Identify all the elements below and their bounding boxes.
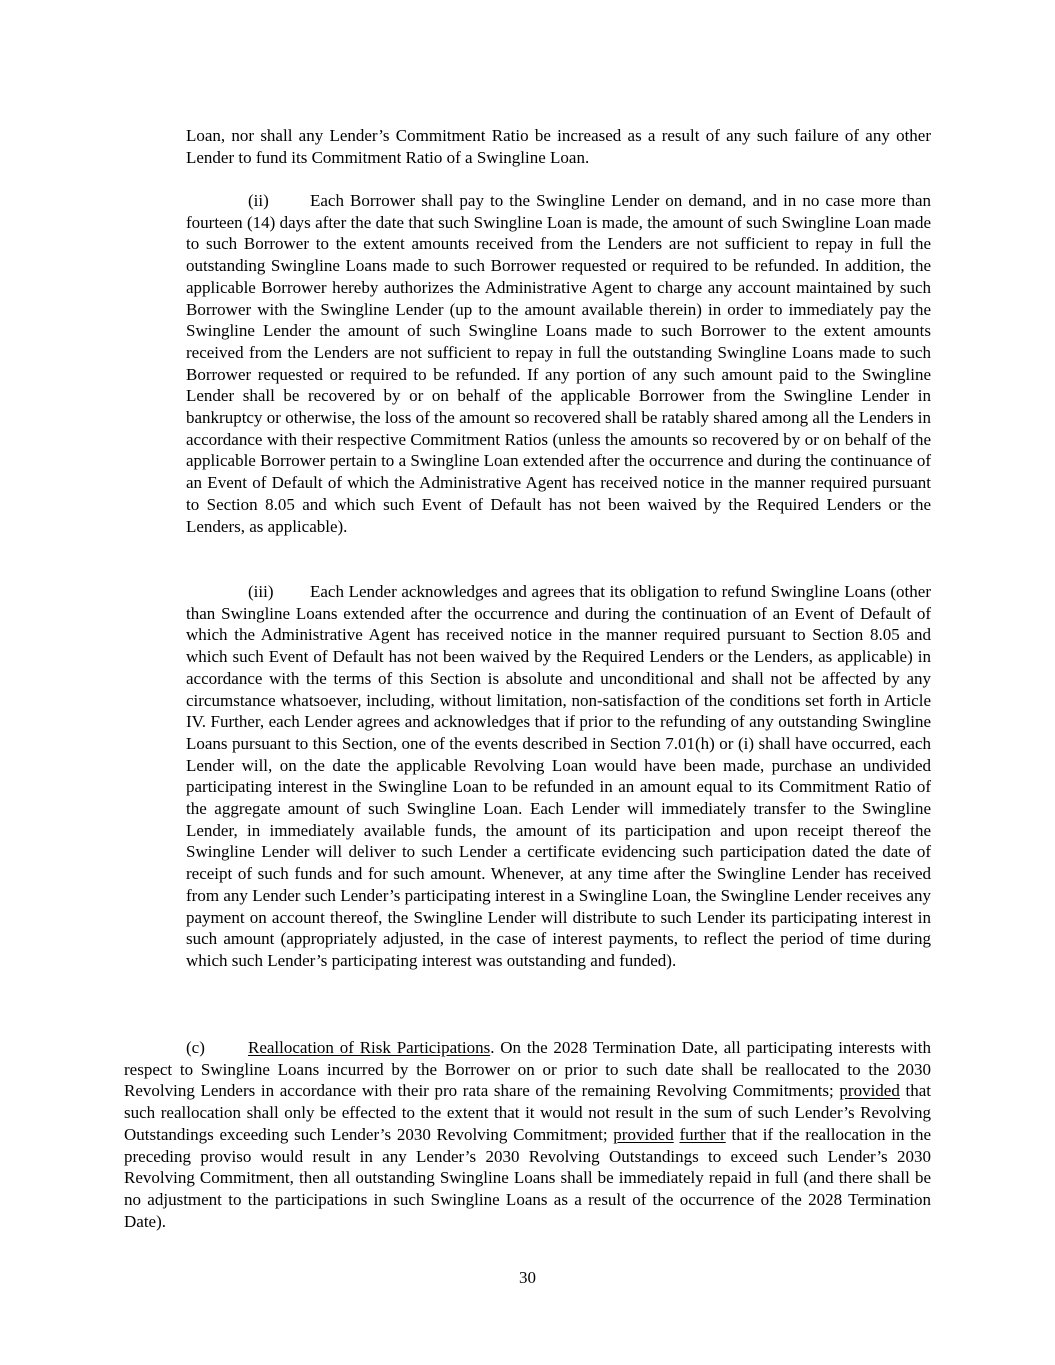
paragraph-c-text-1: . On the 2028 Termination Date, all participating interests with respect to Swingline Loans incurred by the Borrower on or prior to such date shall be reallocated to the 2030 Revolving Lenders in accordance with their pro rata share of the remaining Revolving Commitments; xyxy=(124,1038,931,1101)
paragraph-c-number: (c) xyxy=(186,1038,205,1057)
paragraph-iii-number: (iii) xyxy=(248,582,274,601)
provided-term-1: provided xyxy=(839,1081,900,1101)
paragraph-c xyxy=(124,1037,931,1232)
continuation-paragraph: Loan, nor shall any Lender’s Commitment Ratio be increased as a result of any such failure of any other Lender to fund its Commitment Ratio of a Swingline Loan. xyxy=(186,126,931,167)
paragraph-ii xyxy=(186,190,931,537)
paragraph-ii-number: (ii) xyxy=(248,191,269,210)
paragraph-ii-text: Each Borrower shall pay to the Swingline Lender on demand, and in no case more than fourteen (14) days after the date that such Swingline Loan is made, the amount of such Swingline Loan made to such Borrower to the extent amounts received from the Lenders are not sufficient to repay in full the outstanding Swingline Loans made to such Borrower requested or required to be refunded. In addition, the applicable Borrower hereby authorizes the Administrative Agent to charge any account maintained by such Borrower with the Swingline Lender (up to the amount available therein) in order to immediately pay the Swingline Lender the amount of such Swingline Loans made to such Borrower to the extent amounts received from the Lenders are not sufficient to repay in full the outstanding Swingline Loans made to such Borrower requested or required to be refunded. If any portion of any such amount paid to the Swingline Lender shall be recovered by or on behalf of the applicable Borrower from the Swingline Lender in bankruptcy or otherwise, the loss of the amount so recovered shall be ratably shared among all the Lenders in accordance with their respective Commitment Ratios (unless the amounts so recovered by or on behalf of the applicable Borrower pertain to a Swingline Loan extended after the occurrence and during the continuance of an Event of Default of which the Administrative Agent has received notice in the manner required pursuant to Section 8.05 and which such Event of Default has not been waived by the Required Lenders or the Lenders, as applicable). xyxy=(186,191,931,536)
page-number: 30 xyxy=(519,1268,536,1287)
paragraph-iii xyxy=(186,581,931,972)
paragraph-c-text-2: that such reallocation shall only be effected to the extent that it would not result in the sum of such Lender’s Revolving Outstandings exceeding such Lender’s 2030 Revolving Commitment; xyxy=(124,1081,931,1144)
paragraph-c-heading: Reallocation of Risk Participations xyxy=(248,1038,491,1057)
provided-term-2: provided xyxy=(613,1124,674,1144)
paragraph-iii-text: Each Lender acknowledges and agrees that its obligation to refund Swingline Loans (other than Swingline Loans extended after the occurrence and during the continuation of an Event of Default of which the Administrative Agent has received notice in the manner required pursuant to Section 8.05 and which such Event of Default has not been waived by the Required Lenders or the Lenders, as applicable) in accordance with the terms of this Section is absolute and unconditional and shall not be affected by any circumstance whatsoever, including, without limitation, non-satisfaction of the conditions set forth in Article IV. Further, each Lender agrees and acknowledges that if prior to the refunding of any outstanding Swingline Loans pursuant to this Section, one of the events described in Section 7.01(h) or (i) shall have occurred, each Lender will, on the date the applicable Revolving Loan would have been made, purchase an undivided participating interest in the Swingline Loan to be refunded in an amount equal to its Commitment Ratio of the aggregate amount of such Swingline Loan. Each Lender will immediately transfer to the Swingline Lender, in immediately available funds, the amount of its participation and upon receipt thereof the Swingline Lender will deliver to such Lender a certificate evidencing such participation dated the date of receipt of such funds and for such amount. Whenever, at any time after the Swingline Lender has received from any Lender such Lender’s participating interest in a Swingline Loan, the Swingline Lender receives any payment on account thereof, the Swingline Lender will distribute to such Lender its participating interest in such amount (appropriately adjusted, in the case of interest payments, to reflect the period of time during which such Lender’s participating interest was outstanding and funded). xyxy=(186,582,931,970)
paragraph-c-text-4: that if the reallocation in the preceding proviso would result in any Lender’s 2030 Revolving Outstandings to exceed such Lender’s 2030 Revolving Commitment, then all outstanding Swingline Loans shall be immediately repaid in full (and there shall be no adjustment to the participations in such Swingline Loans as a result of the occurrence of the 2028 Termination Date). xyxy=(124,1124,931,1231)
further-term: further xyxy=(679,1124,726,1144)
